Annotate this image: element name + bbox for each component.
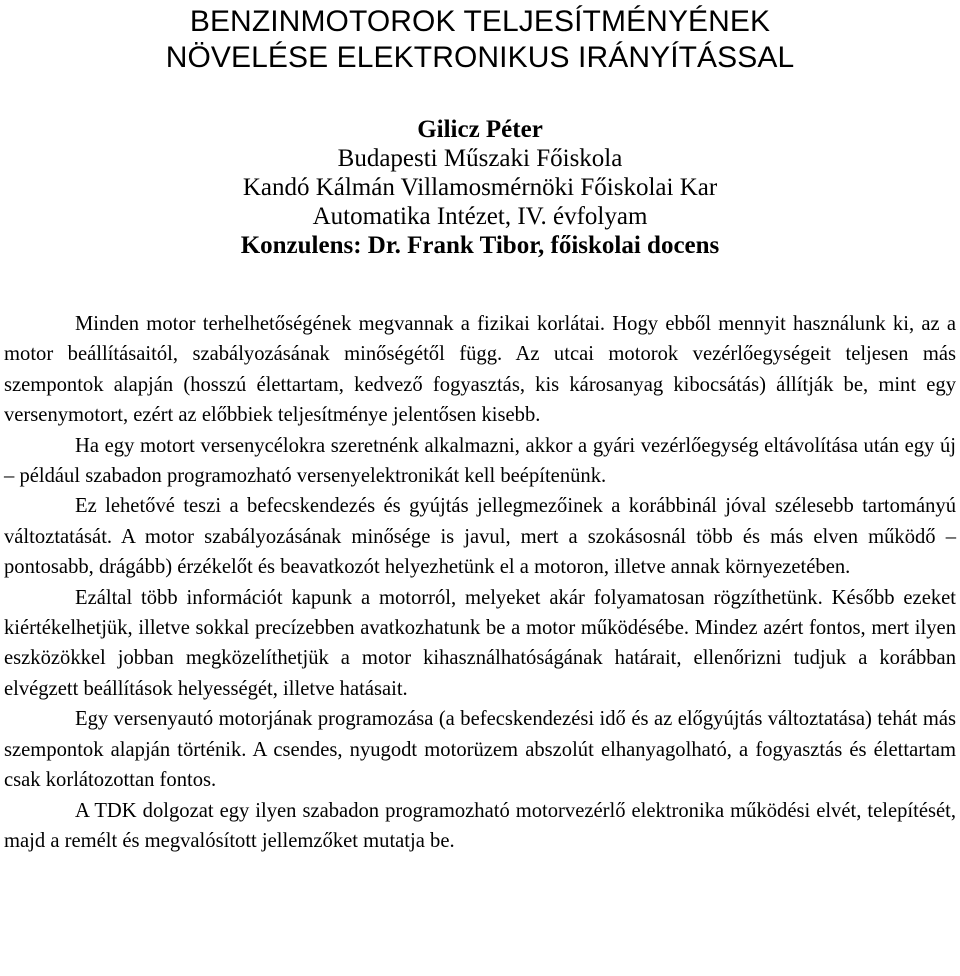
author-name: Gilicz Péter [417, 116, 543, 143]
paragraph-4: Ezáltal több információt kapunk a motorról, melyeket akár folyamatosan rögzíthetünk. Később ezeket kiértékelhetjük, illetve sokkal precízebben avatkozhatunk be a motor működésébe. Mindez azért fontos, mert ilyen eszközökkel jobban megközelíthetjük a motor kihasználhatóságának határait, ellenőrizni tudjuk a korábban elvégzett beállítások helyességét, illetve hatásait. [4, 586, 956, 700]
title-line-2: NÖVELÉSE ELEKTRONIKUS IRÁNYÍTÁSSAL [165, 41, 795, 74]
paragraph-3: Ez lehetővé teszi a befecskendezés és gyújtás jellegmezőinek a korábbinál jóval szélesebb tartományú változtatását. A motor szabályozásának minősége is javul, mert a szokásosnál több és más elven működő – pontosabb, drágább) érzékelőt és beavatkozót helyezhetünk el a motoron, illetve annak környezetében. [4, 495, 956, 579]
author-block [0, 115, 960, 260]
supervisor-line: Konzulens: Dr. Frank Tibor, főiskolai docens [240, 232, 720, 259]
document-title [0, 4, 960, 76]
affiliation-line-2: Kandó Kálmán Villamosmérnöki Főiskolai Kar [242, 174, 718, 201]
paragraph-2: Ha egy motort versenycélokra szeretnénk alkalmazni, akkor a gyári vezérlőegység eltávolítása után egy új – például szabadon programozható versenyelektronikát kell beépítenünk. [4, 434, 956, 488]
affiliation-line-3: Automatika Intézet, IV. évfolyam [312, 203, 648, 230]
paragraph-1: Minden motor terhelhetőségének megvannak a fizikai korlátai. Hogy ebből mennyit használunk ki, az a motor beállításaitól, szabályozásának minőségétől függ. Az utcai motorok vezérlőegységeit teljesen más szempontok alapján (hosszú élettartam, kedvező fogyasztás, kis károsanyag kibocsátás) állítják be, mint egy versenymotort, ezért az előbbiek teljesítménye jelentősen kisebb. [4, 313, 956, 427]
paragraph-6: A TDK dolgozat egy ilyen szabadon programozható motorvezérlő elektronika működési elvét, telepítését, majd a remélt és megvalósított jellemzőket mutatja be. [4, 799, 956, 852]
paragraph-5: Egy versenyautó motorjának programozása (a befecskendezési idő és az előgyújtás változtatása) tehát más szempontok alapján történik. A csendes, nyugodt motorüzem abszolút elhanyagolható, a fogyasztás és élettartam csak korlátozottan fontos. [4, 708, 956, 792]
title-line-1: BENZINMOTOROK TELJESÍTMÉNYÉNEK [189, 5, 771, 38]
affiliation-line-1: Budapesti Műszaki Főiskola [337, 145, 623, 172]
abstract-body [4, 309, 956, 856]
